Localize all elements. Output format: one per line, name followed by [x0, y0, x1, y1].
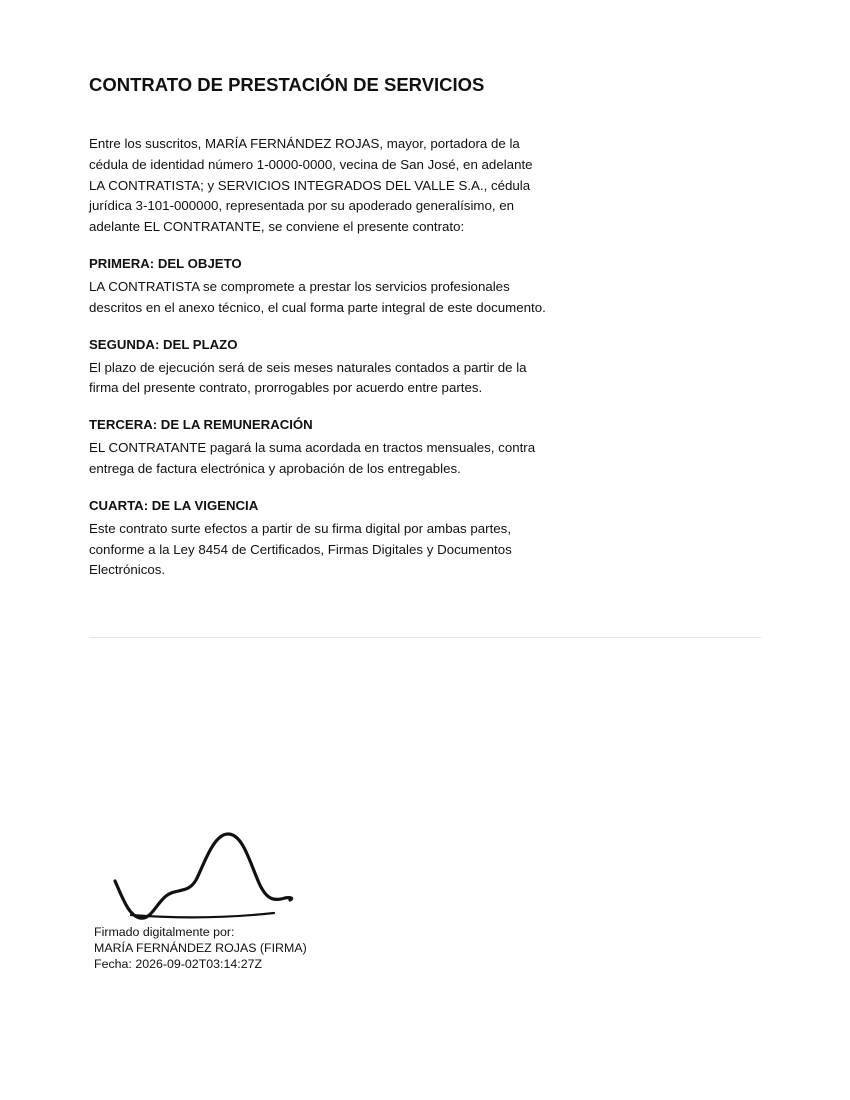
signature-stroke — [115, 834, 292, 918]
clause-body: EL CONTRATANTE pagará la suma acordada en tractos mensuales, contra entrega de factura electrónica y aprobación de los entregables. — [89, 440, 536, 476]
contract-intro: Entre los suscritos, MARÍA FERNÁNDEZ ROJAS, mayor, portadora de la cédula de identidad número 1-0000-0000, vecina de San José, en adelante LA CONTRATISTA; y SERVICIOS INTEGRADOS DEL VALLE S.A., cédula jurídica 3-101-000000, representada por su apoderado generalísimo, en adelante EL CONTRATANTE, se conviene el presente contrato: — [89, 136, 533, 235]
clause-cuarta — [89, 496, 549, 581]
clause-heading: PRIMERA: DEL OBJETO — [89, 255, 242, 271]
contract-content — [89, 134, 549, 597]
clause-body: El plazo de ejecución será de seis meses naturales contados a partir de la firma del presente contrato, prorrogables por acuerdo entre partes. — [89, 359, 527, 396]
signer-name: MARÍA FERNÁNDEZ ROJAS (FIRMA) — [94, 940, 307, 955]
clause-body: Este contrato surte efectos a partir de su firma digital por ambas partes, conforme a la Ley 8454 de Certificados, Firmas Digitales y Documentos Electrónicos. — [89, 520, 512, 578]
clause-segunda — [89, 335, 549, 400]
document-title: CONTRATO DE PRESTACIÓN DE SERVICIOS — [89, 74, 485, 95]
clause-heading: SEGUNDA: DEL PLAZO — [89, 336, 238, 352]
digital-signature-block — [94, 925, 307, 972]
signature-date: Fecha: 2026-09-02T03:14:27Z — [94, 956, 263, 971]
clause-heading: CUARTA: DE LA VIGENCIA — [89, 497, 259, 513]
section-divider — [89, 637, 761, 638]
clause-heading: TERCERA: DE LA REMUNERACIÓN — [89, 417, 313, 433]
handwritten-signature — [100, 824, 310, 928]
clause-primera — [89, 254, 549, 319]
clause-body: LA CONTRATISTA se compromete a prestar los servicios profesionales descritos en el anexo técnico, el cual forma parte integral de este documento. — [89, 278, 546, 315]
clause-tercera — [89, 415, 549, 480]
signature-label: Firmado digitalmente por: — [94, 925, 235, 939]
